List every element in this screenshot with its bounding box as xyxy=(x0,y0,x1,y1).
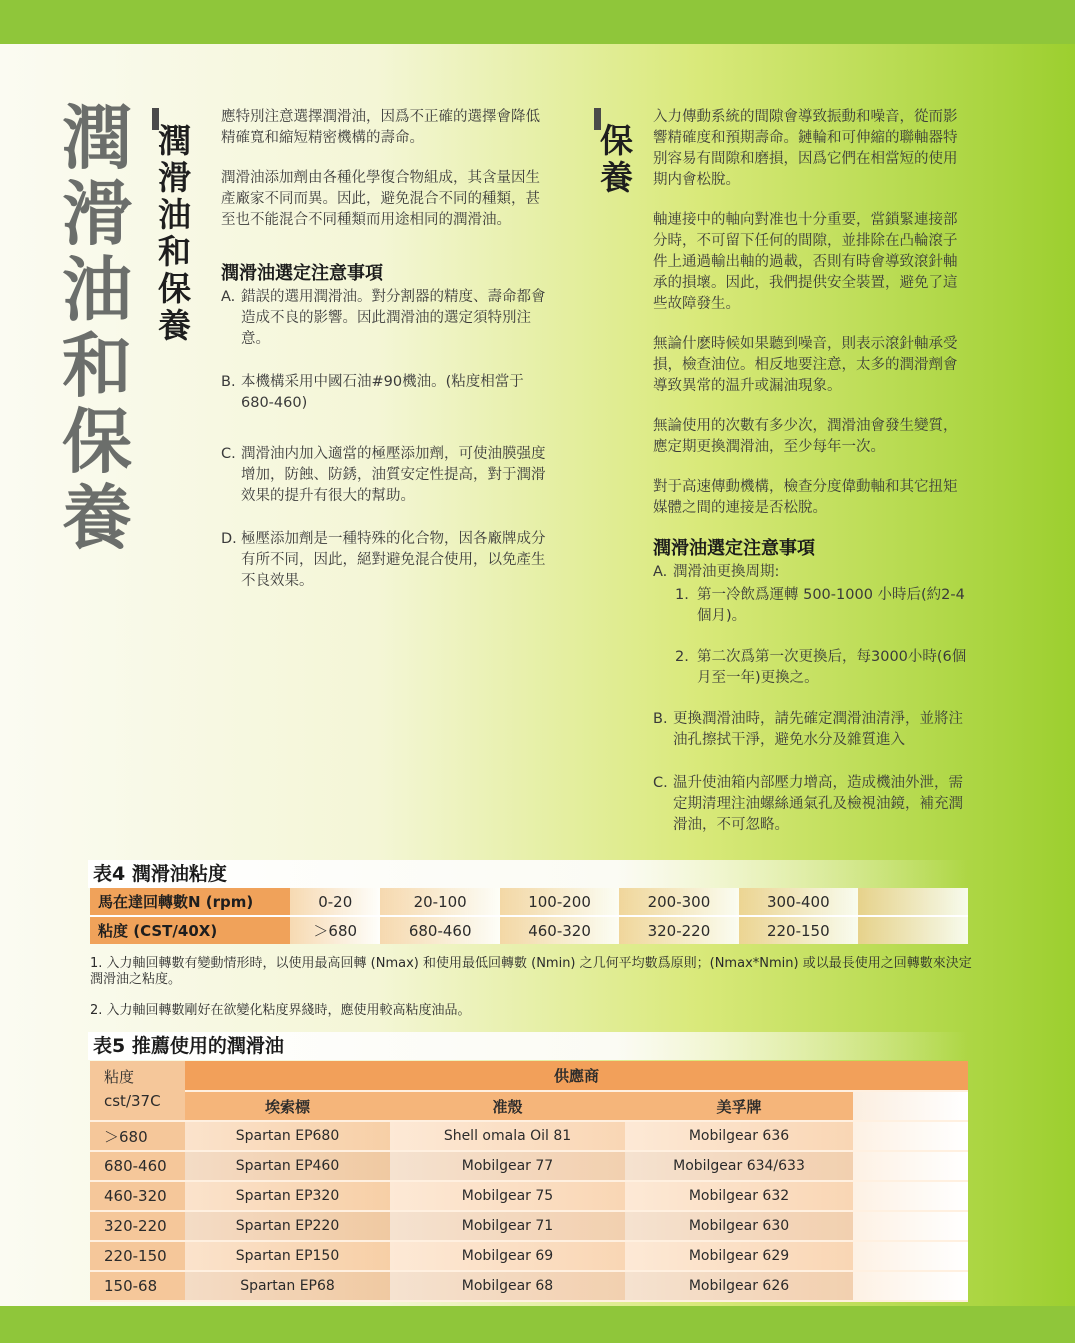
table-cell: Spartan EP320 xyxy=(185,1181,390,1211)
table-row xyxy=(90,888,968,916)
left-column xyxy=(221,107,547,614)
top-band xyxy=(0,0,1075,44)
table-row xyxy=(90,1211,968,1241)
item-text: 本機構采用中國石油#90機油。(粘度相當于680-460) xyxy=(241,374,524,411)
viscosity-cell: ＞680 xyxy=(90,1121,185,1151)
viscosity-cell: 320-220 xyxy=(90,1211,185,1241)
table-row xyxy=(90,1271,968,1301)
table-row xyxy=(90,1241,968,1271)
page-title-large: 潤滑油和保養 xyxy=(62,96,132,559)
note-2: 2. 入力軸回轉數剛好在欲變化粘度界綫時，應使用較高粘度油品。 xyxy=(90,1003,471,1018)
section-heading: 潤滑油選定注意事項 xyxy=(653,538,815,559)
paragraph: 無論什麽時候如果聽到噪音，則表示滾針軸承受損，檢查油位。相反地要注意，太多的潤滑劑會導致異常的温升或漏油現象。 xyxy=(653,336,958,394)
table-cell-blank xyxy=(858,888,968,916)
item-text: 温升使油箱内部壓力增高，造成機油外泄，需定期清理注油螺絲通氣孔及檢視油鏡，補充潤滑油，不可忽略。 xyxy=(673,775,963,833)
viscosity-cell: 460-320 xyxy=(90,1181,185,1211)
item-letter: A. xyxy=(653,564,668,580)
table-cell: Mobilgear 68 xyxy=(390,1271,625,1301)
table-cell: Shell omala Oil 81 xyxy=(390,1121,625,1151)
table-cell-blank xyxy=(853,1151,968,1181)
sub-item-text: 第一冷飲爲運轉 500-1000 小時后(約2-4個月)。 xyxy=(697,587,965,624)
viscosity-cell: 680-460 xyxy=(90,1151,185,1181)
table-cell: 100-200 xyxy=(500,888,619,916)
table5-title: 表5 推薦使用的潤滑油 xyxy=(88,1032,968,1060)
table-cell: Spartan EP680 xyxy=(185,1121,390,1151)
list-item xyxy=(653,709,967,751)
table-cell: Mobilgear 626 xyxy=(625,1271,853,1301)
table-cell: Spartan EP460 xyxy=(185,1151,390,1181)
item-letter: C. xyxy=(653,775,668,791)
note-1: 1. 入力軸回轉數有變動情形時，以使用最高回轉 (Nmax) 和使用最低回轉數 (Nmin) 之几何平均數爲原則；(Nmax*Nmin) 或以最長使用之回轉數來決定潤滑油之粘度。 xyxy=(90,956,972,987)
sub-item-number: 1. xyxy=(675,587,689,603)
item-text: 錯誤的選用潤滑油。對分割器的精度、壽命都會造成不良的影響。因此潤滑油的選定須特別注意。 xyxy=(241,289,546,347)
table-cell-blank xyxy=(853,1181,968,1211)
paragraph: 應特別注意選擇潤滑油，因爲不正確的選擇會降低精確寬和縮短精密機構的壽命。 xyxy=(221,109,540,146)
table-cell: Spartan EP150 xyxy=(185,1241,390,1271)
item-text: 極壓添加劑是一種特殊的化合物，因各廠牌成分有所不同，因此，絕對避免混合使用，以免產生不良效果。 xyxy=(241,531,546,589)
table-header-row xyxy=(90,1091,968,1121)
brand-header: 埃索標 xyxy=(185,1091,390,1121)
list-item xyxy=(221,444,547,507)
brand-header: 美孚牌 xyxy=(625,1091,853,1121)
list-item xyxy=(653,562,967,583)
paragraph: 對于高速傳動機構，檢查分度偉動軸和其它扭矩媒體之間的連接是否松脫。 xyxy=(653,479,958,516)
table-cell: Mobilgear 636 xyxy=(625,1121,853,1151)
table-cell: 460-320 xyxy=(500,916,619,944)
table-cell: Mobilgear 77 xyxy=(390,1151,625,1181)
table-cell: Mobilgear 630 xyxy=(625,1211,853,1241)
table-row xyxy=(90,1181,968,1211)
table-cell: Mobilgear 71 xyxy=(390,1211,625,1241)
paragraph: 潤滑油添加劑由各種化學復合物組成，其含量因生產廠家不同而異。因此，避免混合不同的種類，甚至也不能混合不同種類而用途相同的潤滑油。 xyxy=(221,170,540,228)
viscosity-cell: 150-68 xyxy=(90,1271,185,1301)
paragraph: 入力傳動系統的間隙會導致振動和噪音，從而影響精確度和預期壽命。鏈輪和可伸縮的聯軸器特别容易有間隙和磨損，因爲它們在相當短的使用期内會松脫。 xyxy=(653,109,958,188)
viscosity-header xyxy=(90,1061,185,1121)
item-letter: A. xyxy=(221,289,236,305)
section-heading: 潤滑油選定注意事項 xyxy=(221,263,383,284)
table-cell-blank xyxy=(853,1241,968,1271)
row-label: 馬在達回轉數N (rpm) xyxy=(90,888,290,916)
item-text: 更換潤滑油時，請先確定潤滑油清淨，並將注油孔擦拭干淨，避免水分及雜質進入 xyxy=(673,711,963,748)
table-cell: 300-400 xyxy=(739,888,858,916)
table-cell-blank xyxy=(853,1121,968,1151)
table-cell: 0-20 xyxy=(290,888,380,916)
brand-header: 准殼 xyxy=(390,1091,625,1121)
item-letter: D. xyxy=(221,531,237,547)
vertical-title-left: 潤滑油和保養 xyxy=(158,121,191,345)
table-cell: Mobilgear 634/633 xyxy=(625,1151,853,1181)
table4-title: 表4 潤滑油粘度 xyxy=(88,860,968,888)
table-cell: Mobilgear 75 xyxy=(390,1181,625,1211)
viscosity-header-label: 粘度 xyxy=(104,1068,135,1086)
table-row xyxy=(90,1151,968,1181)
table-cell: Mobilgear 629 xyxy=(625,1241,853,1271)
row-label: 粘度 (CST/40X) xyxy=(90,916,290,944)
table-cell: 320-220 xyxy=(619,916,738,944)
table-cell: Mobilgear 632 xyxy=(625,1181,853,1211)
item-text: 潤滑油更換周期: xyxy=(673,564,780,580)
paragraph: 軸連接中的軸向對准也十分重要，當鎖緊連接部分時，不可留下任何的間隙，並排除在凸輪滾子件上通過輸出軸的過載，否則有時會導致滾針軸承的損壞。因此，我們提供安全裝置，避免了這些故障發生。 xyxy=(653,212,958,312)
list-item xyxy=(653,773,967,836)
item-letter: B. xyxy=(653,711,668,727)
table-cell: Mobilgear 69 xyxy=(390,1241,625,1271)
sub-item xyxy=(675,647,967,689)
vertical-title-right: 保養 xyxy=(600,121,633,197)
table-cell: Spartan EP220 xyxy=(185,1211,390,1241)
table-cell-blank xyxy=(853,1211,968,1241)
list-item xyxy=(221,372,547,414)
paragraph: 無論使用的次數有多少次，潤滑油會發生變質，應定期更換潤滑油，至少每年一次。 xyxy=(653,418,958,455)
table-cell: 200-300 xyxy=(619,888,738,916)
table-header-row xyxy=(90,1061,968,1091)
supplier-header: 供應商 xyxy=(185,1061,968,1091)
table-cell: Spartan EP68 xyxy=(185,1271,390,1301)
sub-item-text: 第二次爲第一次更換后，每3000小時(6個月至一年)更換之。 xyxy=(697,649,967,686)
sub-item xyxy=(675,585,967,627)
item-letter: C. xyxy=(221,446,236,462)
table-cell: ＞680 xyxy=(290,916,380,944)
table5 xyxy=(90,1061,968,1302)
bottom-band xyxy=(0,1306,1075,1343)
item-text: 潤滑油内加入適當的極壓添加劑，可使油膜强度增加，防蝕、防銹，油質安定性提高，對于潤滑效果的提升有很大的幫助。 xyxy=(241,446,546,504)
table-cell-blank xyxy=(853,1091,968,1121)
item-letter: B. xyxy=(221,374,236,390)
table-cell-blank xyxy=(853,1271,968,1301)
list-item xyxy=(221,287,547,350)
table-cell: 20-100 xyxy=(380,888,499,916)
viscosity-cell: 220-150 xyxy=(90,1241,185,1271)
right-column xyxy=(653,107,967,858)
table-row xyxy=(90,1121,968,1151)
viscosity-header-unit: cst/37C xyxy=(104,1092,161,1110)
list-item xyxy=(221,529,547,592)
table-cell-blank xyxy=(858,916,968,944)
table-cell: 680-460 xyxy=(380,916,499,944)
table-row xyxy=(90,916,968,944)
table-cell: 220-150 xyxy=(739,916,858,944)
sub-item-number: 2. xyxy=(675,649,689,665)
table4 xyxy=(90,888,968,944)
